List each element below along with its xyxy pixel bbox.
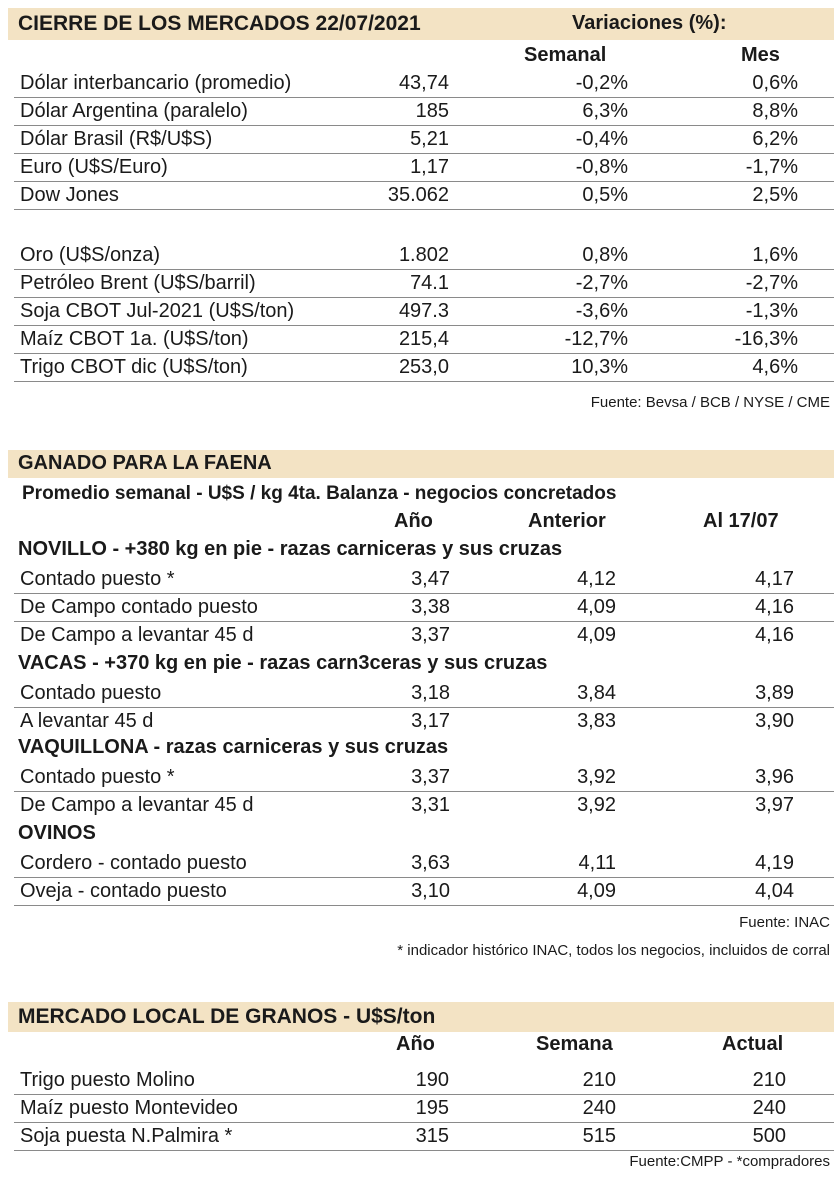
- instrument-label: Petróleo Brent (U$S/barril): [20, 272, 256, 294]
- weekly-change: -0,8%: [575, 156, 628, 178]
- weekly-change: -12,7%: [564, 328, 628, 350]
- instrument-label: Maíz CBOT 1a. (U$S/ton): [20, 328, 249, 350]
- instrument-value: 253,0: [398, 356, 449, 378]
- ganado-anio-header: Año: [394, 510, 433, 532]
- semanal-header: Semanal: [524, 44, 607, 66]
- instrument-label: Soja CBOT Jul-2021 (U$S/ton): [20, 300, 295, 322]
- anio-value: 3,38: [411, 596, 450, 618]
- vacas-title: VACAS - +370 kg en pie - razas carn3ceras y sus cruzas: [18, 652, 548, 674]
- cattle-row-label: De Campo contado puesto: [20, 596, 258, 618]
- weekly-change: 0,8%: [582, 244, 628, 266]
- weekly-change: 10,3%: [571, 356, 628, 378]
- granos-source: Fuente:CMPP - *compradores: [629, 1153, 830, 1170]
- instrument-label: Oro (U$S/onza): [20, 244, 161, 266]
- grain-semana: 240: [582, 1097, 616, 1119]
- mercados-row: [14, 298, 834, 326]
- mercados-row: [14, 70, 834, 98]
- ovinos-title: OVINOS: [18, 822, 96, 844]
- cattle-row-label: Cordero - contado puesto: [20, 852, 247, 874]
- monthly-change: 6,2%: [752, 128, 798, 150]
- monthly-change: -1,7%: [745, 156, 798, 178]
- mercados-row: [14, 326, 834, 354]
- anterior-value: 4,09: [577, 596, 616, 618]
- ganado-row: [14, 594, 834, 622]
- mercados-row: [14, 242, 834, 270]
- weekly-change: -0,4%: [575, 128, 628, 150]
- anterior-value: 3,84: [577, 682, 616, 704]
- al-value: 4,16: [755, 624, 794, 646]
- granos-anio-header: Año: [396, 1033, 435, 1055]
- mercados-row: [14, 354, 834, 382]
- weekly-change: -0,2%: [575, 72, 628, 94]
- instrument-value: 215,4: [398, 328, 449, 350]
- granos-actual-header: Actual: [722, 1033, 784, 1055]
- al-value: 3,97: [755, 794, 794, 816]
- mes-header: Mes: [741, 44, 780, 66]
- ganado-note: * indicador histórico INAC, todos los negocios, incluidos de corral: [397, 942, 830, 959]
- vaquillona-title: VAQUILLONA - razas carniceras y sus cruzas: [18, 736, 449, 758]
- instrument-value: 1.802: [398, 244, 449, 266]
- instrument-label: Dólar Brasil (R$/U$S): [20, 128, 213, 150]
- ganado-row: [14, 764, 834, 792]
- weekly-change: -3,6%: [575, 300, 628, 322]
- grain-semana: 210: [582, 1069, 616, 1091]
- anio-value: 3,17: [411, 710, 450, 732]
- anterior-value: 3,92: [577, 794, 616, 816]
- anio-value: 3,37: [411, 624, 450, 646]
- monthly-change: 1,6%: [752, 244, 798, 266]
- grain-actual: 210: [752, 1069, 786, 1091]
- cattle-row-label: Contado puesto *: [20, 568, 175, 590]
- ganado-title: GANADO PARA LA FAENA: [18, 452, 272, 474]
- instrument-value: 185: [415, 100, 449, 122]
- granos-row: [14, 1123, 834, 1151]
- instrument-value: 43,74: [398, 72, 449, 94]
- anterior-value: 4,09: [577, 880, 616, 902]
- al-value: 4,17: [755, 568, 794, 590]
- al-value: 3,90: [755, 710, 794, 732]
- grain-label: Maíz puesto Montevideo: [20, 1097, 238, 1119]
- ganado-row: [14, 566, 834, 594]
- al-value: 4,19: [755, 852, 794, 874]
- ganado-row: [14, 708, 834, 735]
- instrument-value: 74.1: [410, 272, 449, 294]
- instrument-value: 1,17: [410, 156, 449, 178]
- mercados-row: [14, 154, 834, 182]
- instrument-label: Dólar interbancario (promedio): [20, 72, 292, 94]
- grain-actual: 240: [752, 1097, 786, 1119]
- ganado-row: [14, 680, 834, 708]
- cattle-row-label: Oveja - contado puesto: [20, 880, 227, 902]
- granos-row: [14, 1067, 834, 1095]
- cattle-row-label: De Campo a levantar 45 d: [20, 794, 254, 816]
- grain-label: Soja puesta N.Palmira *: [20, 1125, 233, 1147]
- anio-value: 3,47: [411, 568, 450, 590]
- grain-anio: 195: [415, 1097, 449, 1119]
- instrument-label: Dow Jones: [20, 184, 119, 206]
- anterior-value: 4,12: [577, 568, 616, 590]
- al-value: 4,04: [755, 880, 794, 902]
- weekly-change: -2,7%: [575, 272, 628, 294]
- anio-value: 3,18: [411, 682, 450, 704]
- ganado-row: [14, 878, 834, 906]
- instrument-value: 497.3: [398, 300, 449, 322]
- granos-row: [14, 1095, 834, 1123]
- al-value: 3,89: [755, 682, 794, 704]
- ganado-source: Fuente: INAC: [739, 914, 830, 931]
- weekly-change: 0,5%: [582, 184, 628, 206]
- mercados-row: [14, 182, 834, 210]
- instrument-value: 35.062: [387, 184, 449, 206]
- ganado-al-header: Al 17/07: [703, 510, 779, 532]
- mercados-source: Fuente: Bevsa / BCB / NYSE / CME: [590, 394, 830, 411]
- cattle-row-label: A levantar 45 d: [20, 710, 154, 732]
- instrument-value: 5,21: [410, 128, 449, 150]
- mercados-row: [14, 270, 834, 298]
- anterior-value: 4,09: [577, 624, 616, 646]
- cattle-row-label: Contado puesto *: [20, 766, 175, 788]
- anterior-value: 3,83: [577, 710, 616, 732]
- instrument-label: Dólar Argentina (paralelo): [20, 100, 248, 122]
- novillo-title: NOVILLO - +380 kg en pie - razas carniceras y sus cruzas: [18, 538, 563, 560]
- monthly-change: -16,3%: [734, 328, 798, 350]
- anio-value: 3,31: [411, 794, 450, 816]
- variaciones-label: Variaciones (%):: [572, 12, 727, 34]
- ganado-anterior-header: Anterior: [528, 510, 606, 532]
- anterior-value: 3,92: [577, 766, 616, 788]
- ganado-row: [14, 850, 834, 878]
- ganado-row: [14, 792, 834, 819]
- anio-value: 3,37: [411, 766, 450, 788]
- anio-value: 3,63: [411, 852, 450, 874]
- monthly-change: 8,8%: [752, 100, 798, 122]
- mercados-title: CIERRE DE LOS MERCADOS 22/07/2021: [18, 12, 421, 35]
- al-value: 4,16: [755, 596, 794, 618]
- monthly-change: 0,6%: [752, 72, 798, 94]
- grain-actual: 500: [752, 1125, 786, 1147]
- anio-value: 3,10: [411, 880, 450, 902]
- monthly-change: 2,5%: [752, 184, 798, 206]
- anterior-value: 4,11: [578, 852, 616, 874]
- monthly-change: -1,3%: [745, 300, 798, 322]
- grain-label: Trigo puesto Molino: [20, 1069, 195, 1091]
- mercados-row: [14, 126, 834, 154]
- grain-semana: 515: [582, 1125, 616, 1147]
- ganado-subtitle: Promedio semanal - U$S / kg 4ta. Balanza - negocios concretados: [22, 483, 617, 504]
- cattle-row-label: Contado puesto: [20, 682, 162, 704]
- monthly-change: 4,6%: [752, 356, 798, 378]
- ganado-row: [14, 622, 834, 649]
- weekly-change: 6,3%: [582, 100, 628, 122]
- cattle-row-label: De Campo a levantar 45 d: [20, 624, 254, 646]
- mercados-row: [14, 98, 834, 126]
- grain-anio: 315: [415, 1125, 449, 1147]
- granos-title: MERCADO LOCAL DE GRANOS - U$S/ton: [18, 1005, 436, 1028]
- al-value: 3,96: [755, 766, 794, 788]
- instrument-label: Euro (U$S/Euro): [20, 156, 168, 178]
- instrument-label: Trigo CBOT dic (U$S/ton): [20, 356, 248, 378]
- granos-semana-header: Semana: [536, 1033, 613, 1055]
- monthly-change: -2,7%: [745, 272, 798, 294]
- grain-anio: 190: [415, 1069, 449, 1091]
